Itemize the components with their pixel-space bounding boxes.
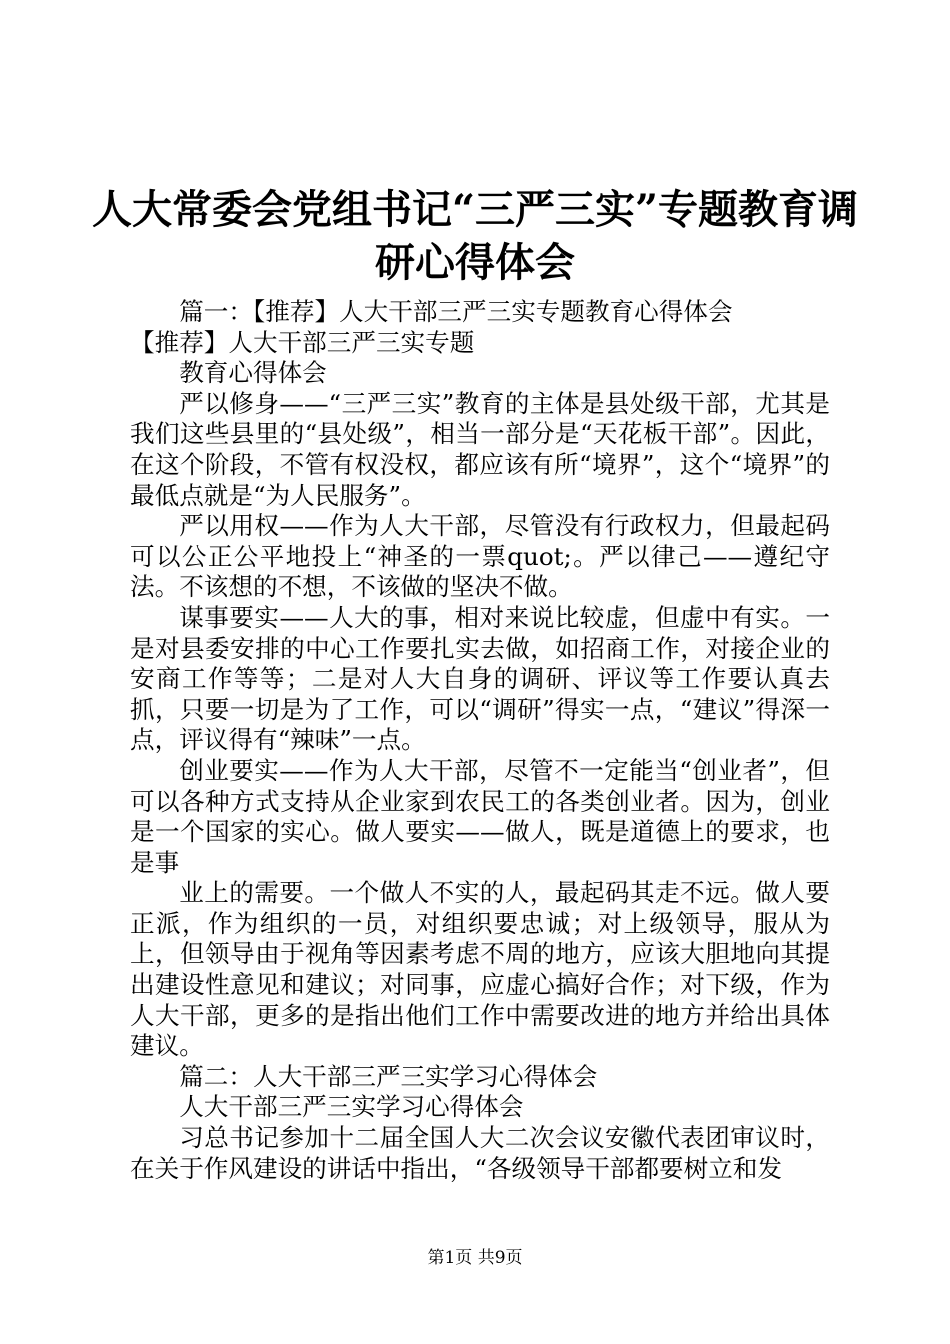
paragraph: 【推荐】人大干部三严三实专题 [130, 327, 475, 357]
paragraph: 人大干部三严三实学习心得体会 [179, 1092, 524, 1122]
paragraph: 创业要实——作为人大干部，尽管不一定能当“创业者”，但可以各种方式支持从企业家到农民工的各类创业者。因为，创业是一个国家的实心。做人要实——做人，既是道德上的要求，也是事 [130, 755, 830, 877]
paragraph: 习总书记参加十二届全国人大二次会议安徽代表团审议时，在关于作风建设的讲话中指出，“各级领导干部都要树立和发 [130, 1123, 830, 1183]
paragraph: 教育心得体会 [179, 358, 327, 388]
document-title-line-1: 人大常委会党组书记“三严三实”专题教育调 [91, 186, 858, 233]
paragraph: 严以用权——作为人大干部，尽管没有行政权力，但最起码可以公正公平地投上“神圣的一票quot;。严以律己——遵纪守法。不该想的不想，不该做的坚决不做。 [130, 511, 830, 602]
paragraph: 篇一：【推荐】人大干部三严三实专题教育心得体会 [179, 297, 733, 326]
paragraph: 篇二：人大干部三严三实学习心得体会 [179, 1061, 598, 1091]
paragraph: 谋事要实——人大的事，相对来说比较虚，但虚中有实。一是对县委安排的中心工作要扎实去做，如招商工作，对接企业的安商工作等等；二是对人大自身的调研、评议等工作要认真去抓，只要一切是为了工作，可以“调研”得实一点，“建议”得深一点，评议得有“辣味”一点。 [130, 602, 830, 755]
document-title-line-2: 研心得体会 [375, 239, 575, 286]
paragraph: 严以修身——“三严三实”教育的主体是县处级干部，尤其是我们这些县里的“县处级”，相当一部分是“天花板干部”。因此，在这个阶段，不管有权没权，都应该有所“境界”，这个“境界”的最低点就是“为人民服务”。 [130, 388, 830, 510]
page-number-footer: 第1页 共9页 [427, 1248, 523, 1268]
document-body [130, 297, 830, 1184]
paragraph: 业上的需要。一个做人不实的人，最起码其走不远。做人要正派，作为组织的一员，对组织要忠诚；对上级领导，服从为上，但领导由于视角等因素考虑不周的地方，应该大胆地向其提出建设性意见和建议；对同事，应虚心搞好合作；对下级，作为人大干部，更多的是指出他们工作中需要改进的地方并给出具体建议。 [130, 878, 830, 1061]
